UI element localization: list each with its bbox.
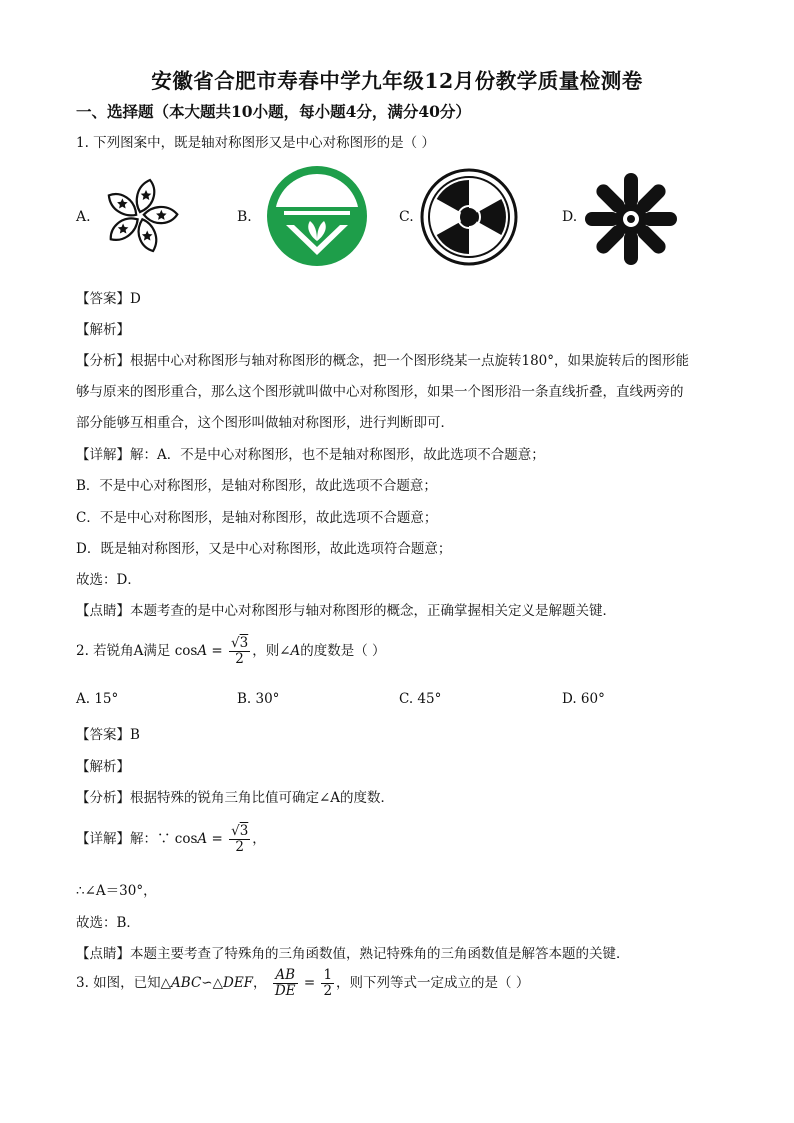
q2-fraction (229, 636, 250, 667)
q1-analysis-line: 部分能够互相重合，这个图形叫做轴对称图形，进行判断即可． (76, 415, 454, 431)
q3-ratio-fraction (273, 968, 298, 999)
bauhinia-emblem-icon (94, 173, 186, 259)
q3-value-denominator: 2 (323, 983, 333, 999)
q2-stem-end: 的度数是（ ） (300, 643, 386, 659)
q2-angle-var: A (197, 831, 208, 847)
q2-angle-var: A (197, 643, 208, 659)
q2-sqrt-radicand: 3 (239, 635, 249, 651)
q3-similarity: △ABC∽△DEF (160, 975, 254, 991)
q1-option-b-label: B. (237, 209, 252, 225)
q2-cos: cos (174, 831, 198, 847)
radiation-sign-icon (420, 168, 518, 266)
q2-equals: = (211, 643, 223, 659)
q1-detail-line: D．既是轴对称图形，又是中心对称图形，故此选项符合题意； (76, 541, 452, 557)
q3-stem-pre: 3. 如图，已知 (76, 975, 161, 991)
q3-comma: ， (253, 975, 267, 991)
q2-fraction-numerator: √3 (231, 823, 249, 839)
q2-stem-post: ，则∠ (252, 643, 291, 659)
q1-analysis-line: 够与原来的图形重合，那么这个图形就叫做中心对称图形，如果一个图形沿一条直线折叠，直线两旁的 (76, 384, 684, 400)
q2-angle-var: A (290, 643, 301, 659)
q2-stem (76, 636, 386, 667)
q3-stem-post: ，则下列等式一定成立的是（ ） (336, 975, 530, 991)
page-title: 安徽省合肥市寿春中学九年级12月份教学质量检测卷 (151, 69, 643, 93)
q1-answer: 【答案】D (76, 291, 141, 307)
q1-option-d-label: D. (562, 209, 578, 225)
q1-option-a-label: A. (76, 209, 91, 225)
q2-detail-post: ， (252, 831, 266, 847)
q3-ratio-denominator: DE (274, 983, 296, 999)
q2-detail (76, 824, 266, 855)
q3-stem (76, 968, 529, 999)
q1-option-c-label: C. (399, 209, 414, 225)
q1-detail-line: 【详解】解：A．不是中心对称图形，也不是轴对称图形，故此选项不合题意； (76, 447, 545, 463)
q3-value-fraction (321, 968, 334, 999)
q2-analysis: 【分析】根据特殊的锐角三角比值可确定∠A的度数． (76, 790, 395, 806)
q2-option-d: D. 60° (562, 691, 605, 707)
chrysanthemum-crest-icon (583, 171, 679, 267)
q3-value-numerator: 1 (323, 967, 333, 983)
q2-detail-fraction (229, 824, 250, 855)
q2-comment: 【点睛】本题主要考查了特殊角的三角函数值，熟记特殊角的三角函数值是解答本题的关键． (76, 946, 630, 962)
q1-detail-line: B．不是中心对称图形，是轴对称图形，故此选项不合题意； (76, 478, 437, 494)
q1-analysis-heading: 【解析】 (76, 322, 130, 338)
q2-fraction-denominator: 2 (235, 651, 244, 667)
q2-equals: = (211, 831, 223, 847)
q2-cos: cos (174, 643, 198, 659)
q2-analysis-heading: 【解析】 (76, 759, 130, 775)
q1-detail-line: C．不是中心对称图形，是轴对称图形，故此选项不合题意； (76, 510, 438, 526)
q1-comment: 【点睛】本题考查的是中心对称图形与轴对称图形的概念，正确掌握相关定义是解题关键． (76, 603, 616, 619)
q1-analysis-line: 【分析】根据中心对称图形与轴对称图形的概念，把一个图形绕某一点旋转180°，如果旋转后的图形能 (76, 353, 690, 369)
q2-choose: 故选：B． (76, 915, 140, 931)
section-heading: 一、选择题（本大题共10小题，每小题4分，满分40分） (76, 102, 471, 121)
q2-option-a: A. 15° (76, 691, 119, 707)
q2-sqrt-radicand: 3 (239, 823, 249, 839)
q2-option-c: C. 45° (399, 691, 442, 707)
q1-stem: 1. 下列图案中，既是轴对称图形又是中心对称图形的是（ ） (76, 135, 435, 151)
q3-equals: = (303, 975, 316, 991)
q2-fraction-denominator: 2 (235, 839, 244, 855)
q2-result: ∴∠A＝30°， (76, 883, 157, 899)
q2-answer: 【答案】B (76, 727, 140, 743)
q1-detail-line: 故选：D． (76, 572, 141, 588)
q2-detail-pre: 【详解】解：∵ (76, 831, 171, 847)
q3-ratio-numerator: AB (273, 968, 298, 984)
q2-option-b: B. 30° (237, 691, 280, 707)
q2-fraction-numerator: √3 (231, 635, 249, 651)
green-food-logo-icon (266, 165, 368, 267)
q2-stem-pre: 2. 若锐角A满足 (76, 643, 171, 659)
